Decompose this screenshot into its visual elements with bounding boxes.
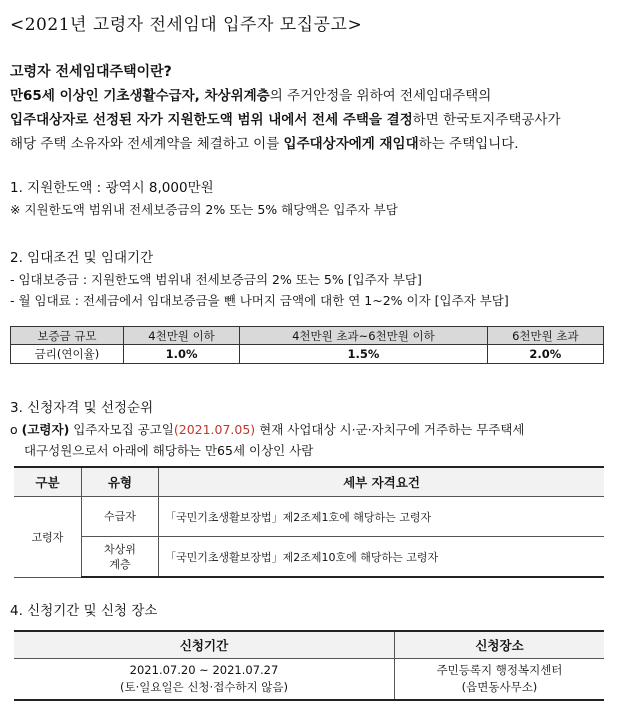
application-place: 주민등록지 행정복지센터 (읍면동사무소) [395, 659, 605, 701]
rate-row-label: 금리(연이율) [11, 345, 124, 364]
intro-line-2: 입주대상자로 선정된 자가 지원한도액 범위 내에서 전세 주택을 결정하면 한국토지주택공사가 [10, 112, 561, 128]
eligibility-header: 유형 [82, 467, 159, 497]
section-eligibility [10, 398, 525, 461]
application-header: 신청장소 [395, 631, 605, 659]
intro-heading: 고령자 전세임대주택이란? [10, 64, 172, 80]
eligibility-table [14, 466, 604, 578]
intro-line-3: 해당 주택 소유자와 전세계약을 체결하고 이를 입주대상자에게 재임대하는 주택입니다. [10, 136, 519, 152]
application-period: 2021.07.20 ~ 2021.07.27 (토·일요일은 신청·접수하지 않음) [14, 659, 395, 701]
rate-value: 2.0% [487, 345, 603, 364]
intro-section [10, 60, 610, 156]
eligibility-type: 수급자 [82, 497, 159, 537]
eligibility-detail: 「국민기초생활보장법」제2조제10호에 해당하는 고령자 [159, 537, 605, 578]
rate-header: 4천만원 초과~6천만원 이하 [240, 327, 487, 345]
section2-heading: 2. 임대조건 및 임대기간 [10, 250, 154, 266]
rate-header: 6천만원 초과 [487, 327, 603, 345]
eligibility-group: 고령자 [14, 497, 82, 578]
section-application [10, 601, 157, 622]
application-header: 신청기간 [14, 631, 395, 659]
section2-line-2: - 월 임대료 : 전세금에서 임대보증금을 뺀 나머지 금액에 대한 연 1~2% 이자 [입주자 부담] [10, 293, 509, 308]
rate-header: 보증금 규모 [11, 327, 124, 345]
section3-heading: 3. 신청자격 및 선정순위 [10, 400, 154, 416]
interest-rate-table [10, 326, 604, 364]
eligibility-type: 차상위 계층 [82, 537, 159, 578]
section2-line-1: - 임대보증금 : 지원한도액 범위내 전세보증금의 2% 또는 5% [입주자 부담] [10, 272, 422, 287]
eligibility-detail: 「국민기초생활보장법」제2조제1호에 해당하는 고령자 [159, 497, 605, 537]
rate-header: 4천만원 이하 [123, 327, 239, 345]
section4-heading: 4. 신청기간 및 신청 장소 [10, 603, 158, 619]
intro-line-1: 만65세 이상인 기초생활수급자, 차상위계층의 주거안정을 위하여 전세임대주택의 [10, 88, 492, 104]
section-lease-terms [10, 248, 509, 311]
notice-title: <2021년 고령자 전세임대 입주자 모집공고> [10, 15, 363, 35]
eligibility-header: 구분 [14, 467, 82, 497]
section1-heading: 1. 지원한도액 : 광역시 8,000만원 [10, 180, 214, 196]
eligibility-header: 세부 자격요건 [159, 467, 605, 497]
application-table [14, 630, 604, 701]
section-support-limit [10, 178, 398, 220]
rate-value: 1.5% [240, 345, 487, 364]
eligibility-line-2: 대구성원으로서 아래에 해당하는 만65세 이상인 사람 [24, 443, 314, 458]
rate-value: 1.0% [123, 345, 239, 364]
eligibility-line-1: o (고령자) 입주자모집 공고일(2021.07.05) 현재 사업대상 시·군·자치구에 거주하는 무주택세 [10, 422, 525, 437]
section1-note: ※ 지원한도액 범위내 전세보증금의 2% 또는 5% 해당액은 입주자 부담 [10, 202, 398, 217]
